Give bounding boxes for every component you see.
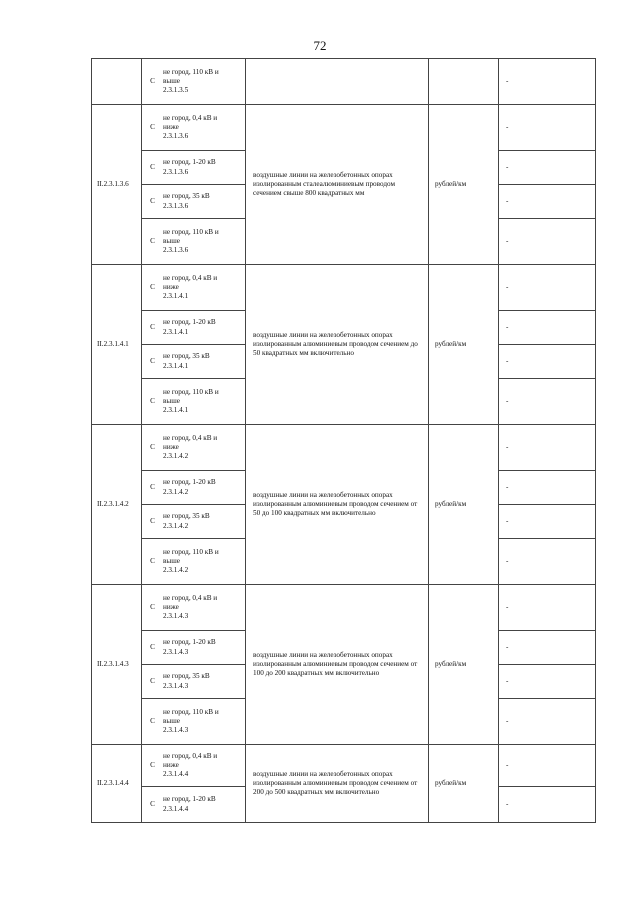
row-description-line: ниже [163, 442, 179, 451]
row-description-line: не город, 0,4 кВ и [163, 751, 218, 760]
row-description [163, 432, 245, 464]
row-letter: С [150, 442, 155, 451]
row-description [163, 386, 245, 418]
row-category-wrap [142, 546, 245, 578]
row-category-cell [142, 265, 246, 311]
row-description-line: 2.3.1.4.1 [163, 406, 189, 415]
row-value-cell: - [499, 425, 596, 471]
row-description [163, 156, 245, 178]
row-value-cell: - [499, 787, 596, 823]
row-category-cell [142, 787, 246, 823]
row-category-wrap [142, 386, 245, 418]
row-category-cell [142, 219, 246, 265]
group-description-cell: воздушные линии на железобетонных опорах изолированным алюминиевым проводом сечением от 50 до 100 квадратных мм включительно [246, 425, 429, 585]
row-category-wrap [142, 190, 245, 212]
group-code-cell [92, 59, 142, 105]
page-number: 72 [313, 38, 327, 53]
row-value-cell: - [499, 699, 596, 745]
row-value-cell: - [499, 631, 596, 665]
group-code-cell: II.2.3.1.4.2 [92, 425, 142, 585]
row-description-line: не город, 0,4 кВ и [163, 593, 218, 602]
row-description [163, 476, 245, 498]
row-description-line: не город, 1-20 кВ [163, 638, 216, 647]
row-category-cell [142, 59, 246, 105]
row-category-cell [142, 699, 246, 745]
row-description-line: 2.3.1.4.3 [163, 647, 189, 656]
row-description-line: 2.3.1.4.3 [163, 726, 189, 735]
row-description-line: не город, 110 кВ и [163, 387, 219, 396]
row-description-line: 2.3.1.4.1 [163, 292, 189, 301]
row-category-wrap [142, 793, 245, 815]
row-category-wrap [142, 112, 245, 144]
row-description-line: 2.3.1.4.2 [163, 487, 189, 496]
row-category-wrap [142, 156, 245, 178]
row-letter: С [150, 602, 155, 611]
row-description-line: выше [163, 716, 180, 725]
row-description-line: не город, 35 кВ [163, 352, 210, 361]
row-description-line: не город, 110 кВ и [163, 67, 219, 76]
row-description-line: выше [163, 396, 180, 405]
row-category-wrap [142, 510, 245, 532]
row-category-cell [142, 151, 246, 185]
row-description-line: 2.3.1.4.3 [163, 612, 189, 621]
group-code-cell: II.2.3.1.4.4 [92, 745, 142, 823]
row-description-line: 2.3.1.4.4 [163, 804, 189, 813]
row-category-wrap [142, 66, 245, 98]
row-description-line: ниже [163, 122, 179, 131]
row-value-cell: - [499, 311, 596, 345]
row-letter: С [150, 196, 155, 205]
row-category-cell [142, 185, 246, 219]
row-value-cell: - [499, 59, 596, 105]
group-unit-cell: рублей/км [429, 425, 499, 585]
row-description-line: не город, 1-20 кВ [163, 478, 216, 487]
row-category-wrap [142, 272, 245, 304]
row-description-line: 2.3.1.4.1 [163, 327, 189, 336]
row-description-line: ниже [163, 282, 179, 291]
row-category-wrap [142, 636, 245, 658]
row-description-line: не город, 1-20 кВ [163, 318, 216, 327]
row-category-cell [142, 665, 246, 699]
row-letter: С [150, 676, 155, 685]
row-description [163, 112, 245, 144]
row-description-line: 2.3.1.3.6 [163, 132, 189, 141]
row-description [163, 226, 245, 258]
row-description-line: 2.3.1.4.2 [163, 521, 189, 530]
table-row [92, 59, 596, 105]
row-description-line: 2.3.1.4.2 [163, 566, 189, 575]
group-unit-cell: рублей/км [429, 745, 499, 823]
row-description-line: выше [163, 556, 180, 565]
row-letter: С [150, 799, 155, 808]
row-category-cell [142, 631, 246, 665]
row-letter: С [150, 482, 155, 491]
row-category-cell [142, 425, 246, 471]
row-category-cell [142, 539, 246, 585]
group-unit-cell: рублей/км [429, 265, 499, 425]
row-category-wrap [142, 226, 245, 258]
group-description-cell: воздушные линии на железобетонных опорах изолированным алюминиевым проводом сечением от 100 до 200 квадратных мм включительно [246, 585, 429, 745]
tariff-table [91, 58, 596, 823]
row-description-line: не город, 0,4 кВ и [163, 113, 218, 122]
row-value-cell: - [499, 379, 596, 425]
row-description-line: 2.3.1.3.6 [163, 246, 189, 255]
row-category-cell [142, 105, 246, 151]
row-description-line: не город, 35 кВ [163, 192, 210, 201]
row-letter: С [150, 356, 155, 365]
tariff-table-body [92, 59, 596, 823]
row-description-line: выше [163, 236, 180, 245]
row-description-line: ниже [163, 760, 179, 769]
row-description [163, 636, 245, 658]
row-description-line: 2.3.1.4.3 [163, 681, 189, 690]
row-category-cell [142, 471, 246, 505]
row-description-line: выше [163, 76, 180, 85]
group-description-cell: воздушные линии на железобетонных опорах изолированным сталеалюминиевым проводом сечением свыше 800 квадратных мм [246, 105, 429, 265]
row-description-line: не город, 110 кВ и [163, 227, 219, 236]
row-description-line: не город, 110 кВ и [163, 707, 219, 716]
row-description-line: 2.3.1.4.4 [163, 770, 189, 779]
row-value-cell: - [499, 265, 596, 311]
group-code-cell: II.2.3.1.3.6 [92, 105, 142, 265]
row-letter: С [150, 76, 155, 85]
row-value-cell: - [499, 585, 596, 631]
row-category-wrap [142, 316, 245, 338]
group-description-cell: воздушные линии на железобетонных опорах изолированным алюминиевым проводом сечением до 50 квадратных мм включительно [246, 265, 429, 425]
row-letter: С [150, 322, 155, 331]
row-description [163, 316, 245, 338]
group-unit-cell [429, 59, 499, 105]
row-description [163, 272, 245, 304]
table-row [92, 585, 596, 631]
row-description [163, 350, 245, 372]
row-letter: С [150, 556, 155, 565]
row-category-cell [142, 379, 246, 425]
row-description-line: не город, 35 кВ [163, 672, 210, 681]
row-category-cell [142, 311, 246, 345]
row-letter: С [150, 282, 155, 291]
row-description [163, 670, 245, 692]
row-description [163, 750, 245, 782]
row-category-wrap [142, 670, 245, 692]
row-value-cell: - [499, 151, 596, 185]
group-code-cell: II.2.3.1.4.3 [92, 585, 142, 745]
row-category-cell [142, 585, 246, 631]
row-category-cell [142, 745, 246, 787]
table-row [92, 425, 596, 471]
table-row [92, 105, 596, 151]
row-letter: С [150, 122, 155, 131]
row-description [163, 190, 245, 212]
row-category-wrap [142, 592, 245, 624]
row-description-line: не город, 1-20 кВ [163, 158, 216, 167]
row-description-line: 2.3.1.3.5 [163, 86, 189, 95]
table-row [92, 745, 596, 787]
group-description-cell: воздушные линии на железобетонных опорах изолированным алюминиевым проводом сечением от 200 до 500 квадратных мм включительно [246, 745, 429, 823]
row-description-line: не город, 35 кВ [163, 512, 210, 521]
row-description-line: 2.3.1.4.1 [163, 361, 189, 370]
row-category-wrap [142, 750, 245, 782]
row-value-cell: - [499, 471, 596, 505]
row-category-wrap [142, 432, 245, 464]
row-letter: С [150, 716, 155, 725]
row-category-wrap [142, 706, 245, 738]
row-category-wrap [142, 476, 245, 498]
row-description [163, 592, 245, 624]
row-description [163, 510, 245, 532]
row-description-line: не город, 0,4 кВ и [163, 273, 218, 282]
row-description-line: не город, 0,4 кВ и [163, 433, 218, 442]
row-value-cell: - [499, 745, 596, 787]
group-unit-cell: рублей/км [429, 585, 499, 745]
group-code-cell: II.2.3.1.4.1 [92, 265, 142, 425]
row-description-line: не город, 110 кВ и [163, 547, 219, 556]
row-description [163, 66, 245, 98]
row-letter: С [150, 516, 155, 525]
group-description-cell [246, 59, 429, 105]
row-description-line: 2.3.1.4.2 [163, 452, 189, 461]
row-description-line: ниже [163, 602, 179, 611]
row-category-cell [142, 345, 246, 379]
row-value-cell: - [499, 665, 596, 699]
group-unit-cell: рублей/км [429, 105, 499, 265]
row-value-cell: - [499, 345, 596, 379]
row-letter: С [150, 642, 155, 651]
row-description-line: не город, 1-20 кВ [163, 795, 216, 804]
row-letter: С [150, 236, 155, 245]
row-description-line: 2.3.1.3.6 [163, 167, 189, 176]
row-value-cell: - [499, 539, 596, 585]
row-value-cell: - [499, 505, 596, 539]
row-letter: С [150, 396, 155, 405]
row-category-wrap [142, 350, 245, 372]
row-description [163, 793, 245, 815]
row-letter: С [150, 162, 155, 171]
row-letter: С [150, 760, 155, 769]
row-value-cell: - [499, 219, 596, 265]
row-category-cell [142, 505, 246, 539]
row-description [163, 546, 245, 578]
row-description [163, 706, 245, 738]
row-value-cell: - [499, 105, 596, 151]
row-value-cell: - [499, 185, 596, 219]
row-description-line: 2.3.1.3.6 [163, 201, 189, 210]
table-row [92, 265, 596, 311]
